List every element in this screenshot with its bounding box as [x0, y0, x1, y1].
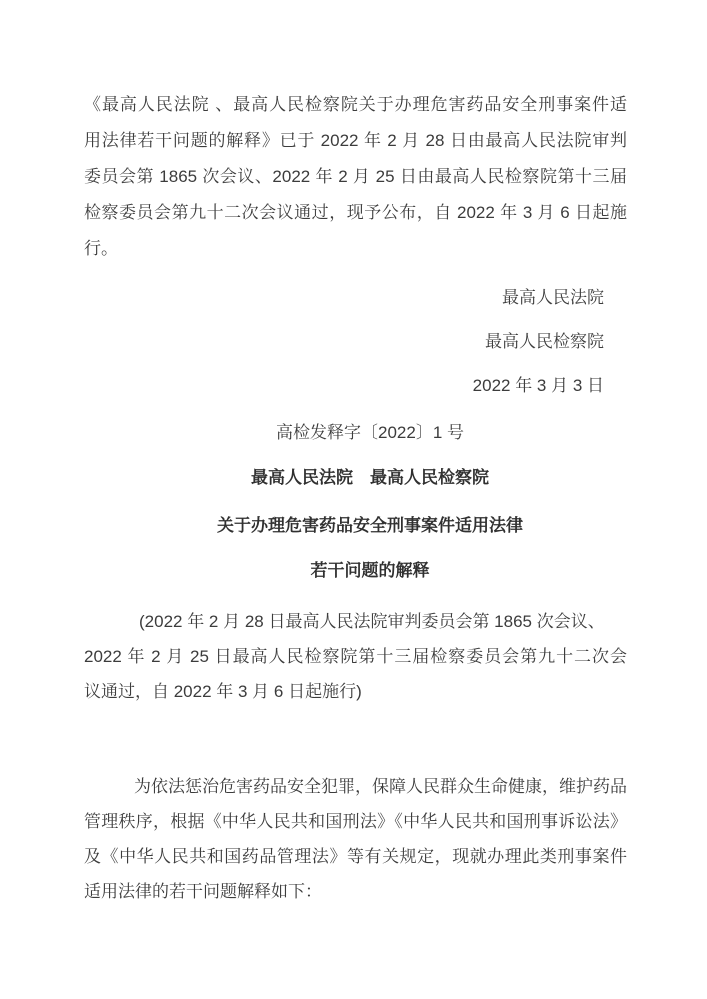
doc-number: 高检发释字〔2022〕1 号	[276, 423, 464, 442]
announcement-line: 检察委员会第九十二次会议通过，现予公布，自 2022 年 3 月 6 日起施	[84, 203, 627, 222]
signature-block	[84, 280, 627, 404]
announcement-line: 行。	[84, 239, 118, 258]
preamble-line: 为依法惩治危害药品安全犯罪，保障人民群众生命健康，维护药品	[134, 777, 627, 796]
preamble-line: 管理秩序，根据《中华人民共和国刑法》《中华人民共和国刑事诉讼法》	[84, 812, 627, 831]
document-title	[84, 460, 627, 589]
preamble-line: 及《中华人民共和国药品管理法》等有关规定，现就办理此类刑事案件	[84, 847, 627, 866]
adoption-note	[84, 604, 627, 709]
adoption-note-line: 2022 年 2 月 25 日最高人民检察院第十三届检察委员会第九十二次会	[84, 647, 627, 666]
announcement-line: 《最高人民法院 、最高人民检察院关于办理危害药品安全刑事案件适	[84, 95, 627, 114]
announcement-line: 用法律若干问题的解释》已于 2022 年 2 月 28 日由最高人民法院审判	[84, 131, 627, 150]
title-subject-continued: 若干问题的解释	[310, 561, 430, 580]
title-issuing-authorities: 最高人民法院 最高人民检察院	[251, 468, 489, 487]
signature-procuratorate: 最高人民检察院	[485, 332, 604, 351]
signature-court: 最高人民法院	[502, 288, 604, 307]
adoption-note-line: (2022 年 2 月 28 日最高人民法院审判委员会第 1865 次会议、	[139, 612, 605, 631]
preamble-line: 适用法律的若干问题解释如下：	[84, 882, 322, 901]
title-subject: 关于办理危害药品安全刑事案件适用法律	[217, 516, 523, 535]
adoption-note-line: 议通过，自 2022 年 3 月 6 日起施行)	[84, 682, 362, 701]
preamble-paragraph	[84, 769, 627, 909]
announcement-paragraph	[84, 87, 627, 267]
signature-date: 2022 年 3 月 3 日	[472, 376, 604, 395]
announcement-line: 委员会第 1865 次会议、2022 年 2 月 25 日由最高人民检察院第十三届	[84, 167, 627, 186]
